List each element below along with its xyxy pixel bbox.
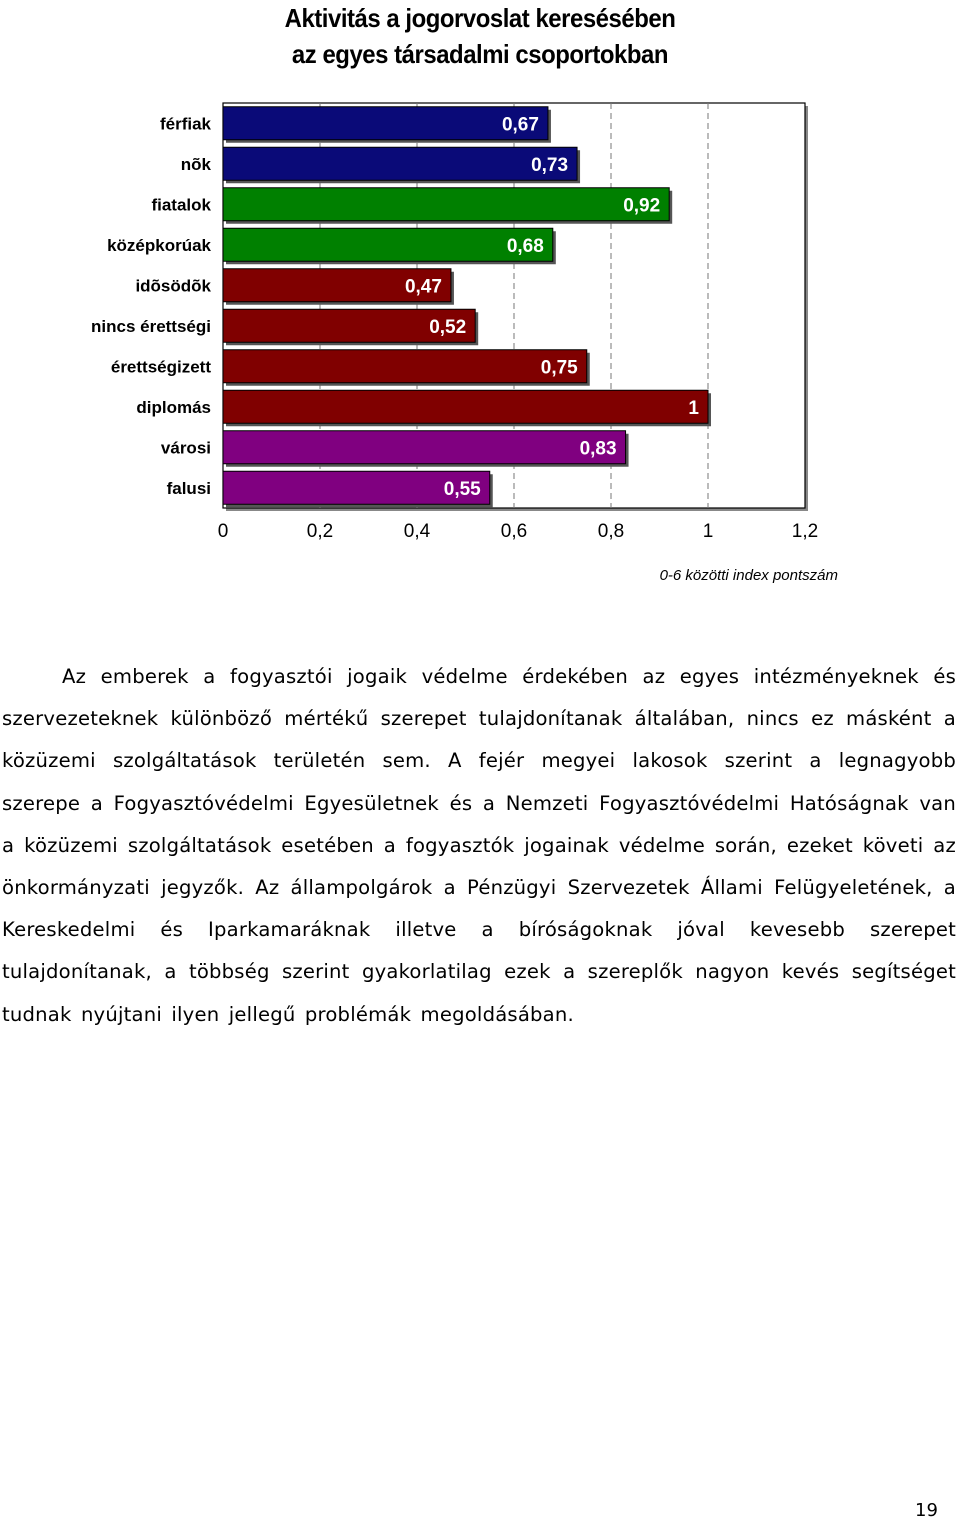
category-label: nõk	[180, 154, 211, 174]
data-label: 1	[688, 397, 699, 419]
data-label: 0,83	[579, 438, 617, 460]
x-axis-title: 0-6 közötti index pontszám	[659, 567, 838, 584]
body-paragraph	[2, 656, 956, 1036]
x-tick-label: 0,4	[403, 521, 431, 542]
bar	[223, 147, 577, 180]
bar	[223, 431, 626, 464]
data-label: 0,67	[501, 114, 539, 136]
category-label: érettségizett	[110, 357, 211, 377]
x-tick-label: 1	[702, 521, 714, 542]
category-label: középkorúak	[107, 235, 211, 255]
data-label: 0,75	[540, 357, 578, 379]
chart-title-line-1: Aktivitás a jogorvoslat keresésében	[284, 3, 676, 33]
data-label: 0,92	[623, 195, 661, 217]
x-tick-label: 0	[217, 521, 229, 542]
x-tick-label: 0,6	[500, 521, 528, 542]
category-label: diplomás	[136, 397, 211, 417]
bar-chart	[0, 0, 960, 600]
category-label: nincs érettségi	[91, 316, 211, 336]
bar	[223, 228, 553, 261]
x-tick-label: 0,8	[597, 521, 625, 542]
chart-title-line-2: az egyes társadalmi csoportokban	[291, 39, 669, 69]
data-label: 0,73	[531, 154, 569, 176]
data-label: 0,52	[429, 316, 467, 338]
category-label: férfiak	[159, 114, 211, 134]
category-label: falusi	[166, 478, 211, 498]
category-label: fiatalok	[151, 195, 211, 215]
bar	[223, 390, 708, 423]
body-paragraph-text: Az emberek a fogyasztói jogaik védelme érdekében az egyes intézményeknek és szervezeteknek különböző mértékű szerepet tulajdonítanak általában, nincs ez másként a közüzemi szolgáltatások területén sem. A fejér megyei lakosok szerint a legnagyobb szerepe a Fogyasztóvédelmi Egyesületnek és a Nemzeti Fogyasztóvédelmi Hatóságnak van a közüzemi szolgáltatások esetében a fogyasztók jogainak védelme során, ezeket követi az önkormányzati jegyzők. Az állampolgárok a Pénzügyi Szervezetek Állami Felügyeletének, a Kereskedelmi és Iparkamaráknak illetve a bíróságoknak jóval kevesebb szerepet tulajdonítanak, a többség szerint gyakorlatilag ezek a szereplők nagyon kevés segítséget tudnak nyújtani ilyen jellegű problémák megoldásában.	[2, 665, 956, 1026]
page-number: 19	[915, 1500, 938, 1521]
bar	[223, 350, 587, 383]
data-label: 0,68	[506, 235, 544, 257]
data-label: 0,55	[443, 478, 481, 500]
category-label: idõsödõk	[135, 276, 211, 296]
x-tick-label: 1,2	[791, 521, 819, 542]
category-label: városi	[160, 438, 211, 458]
x-tick-label: 0,2	[306, 521, 334, 542]
data-label: 0,47	[404, 276, 442, 298]
bar	[223, 188, 669, 221]
bar	[223, 107, 548, 140]
